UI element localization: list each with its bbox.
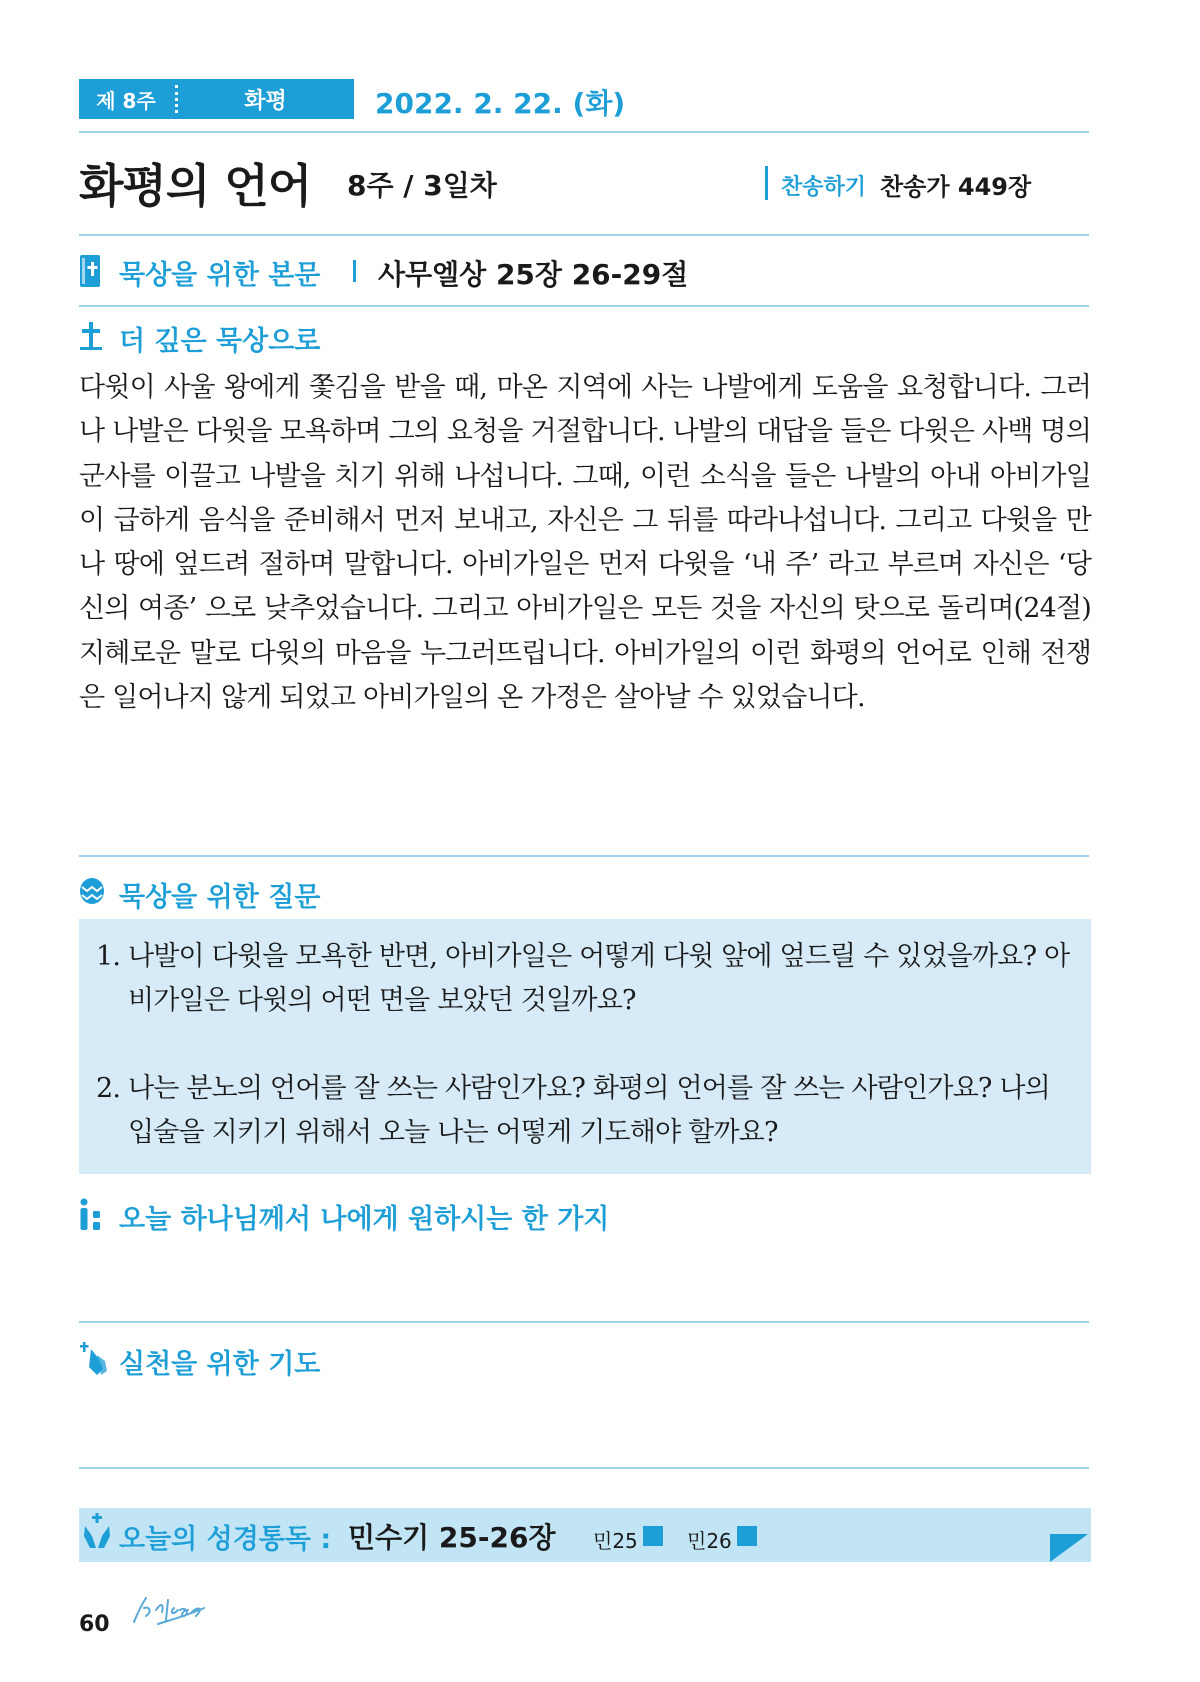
week-badge — [79, 79, 354, 119]
week-label: 제 8주 — [96, 88, 156, 113]
page-number: 60 — [79, 1612, 110, 1637]
praying-hands-icon — [79, 1341, 109, 1377]
reading-value: 민수기 25-26장 — [348, 1521, 556, 1554]
checkbox-label: 민25 — [593, 1529, 638, 1553]
question-item: 1. 나발이 다윗을 모욕한 반면, 아비가일은 어떻게 다윗 앞에 엎드릴 수 있었을까요? 아비가일은 다윗의 어떤 면을 보았던 것일까요? — [96, 941, 1070, 1016]
day-label: 8주 / 3일차 — [347, 169, 497, 202]
meditation-text: 다윗이 사울 왕에게 쫓김을 받을 때, 마온 지역에 사는 나발에게 도움을 요청합니다. 그러나 나발은 다윗을 모욕하며 그의 요청을 거절합니다. 나발의 대답을 들은 다윗은 사백 명의 군사를 이끌고 나발을 치기 위해 나섭니다. 그때, 이런 소식을 들은 나발의 아내 아비가일이 급하게 음식을 준비해서 먼저 보내고, 자신은 그 뒤를 따라나섭니다. 그리고 다윗을 만나 땅에 엎드려 절하며 말합니다. 아비가일은 먼저 다윗을 ‘내 주’ 라고 부르며 자신은 ‘당신의 여종’ 으로 낮추었습니다. 그리고 아비가일은 모든 것을 자신의 탓으로 돌리며(24절) 지혜로운 말로 다윗의 마음을 누그러뜨립니다. 아비가일의 이런 화평의 언어로 인해 전쟁은 일어나지 않게 되었고 아비가일의 온 가정은 살아날 수 있었습니다. — [79, 372, 1091, 714]
checkbox-label: 민26 — [687, 1529, 732, 1553]
date: 2022. 2. 22. (화) — [375, 87, 626, 120]
hymn-divider — [765, 166, 768, 200]
bible-icon — [79, 254, 101, 288]
scripture-label: 묵상을 위한 본문 — [119, 260, 321, 291]
one-thing-label: 오늘 하나님께서 나에게 원하시는 한 가지 — [119, 1204, 610, 1235]
scripture-divider — [353, 260, 356, 282]
deeper-label: 더 깊은 묵상으로 — [119, 326, 321, 357]
prayer-label: 실천을 위한 기도 — [119, 1349, 321, 1380]
divider — [79, 855, 1089, 857]
divider — [79, 305, 1089, 307]
corner-flag — [1050, 1534, 1088, 1562]
reading-checkbox[interactable] — [737, 1526, 757, 1546]
cross-icon — [79, 320, 103, 352]
divider — [79, 131, 1089, 133]
divider — [79, 1321, 1089, 1323]
hymn-value: 찬송가 449장 — [880, 173, 1032, 201]
divider — [79, 234, 1089, 236]
hymn-label: 찬송하기 — [781, 175, 867, 200]
scripture-reference: 사무엘상 25장 26-29절 — [378, 258, 689, 291]
week-theme: 화평 — [244, 88, 287, 114]
egg-icon — [79, 875, 105, 905]
person-icon — [79, 1198, 105, 1232]
question-item: 2. 나는 분노의 언어를 잘 쓰는 사람인가요? 화평의 언어를 잘 쓰는 사람인가요? 나의 입술을 지키기 위해서 오늘 나는 어떻게 기도해야 할까요? — [96, 1073, 1050, 1148]
reading-label: 오늘의 성경통독 : — [119, 1524, 332, 1555]
reading-checkbox[interactable] — [643, 1526, 663, 1546]
praying-hands-cross-icon — [82, 1512, 112, 1550]
divider — [79, 1467, 1089, 1469]
page-title: 화평의 언어 — [79, 159, 312, 213]
signature-logo — [128, 1586, 208, 1630]
badge-divider — [175, 85, 187, 113]
questions-label: 묵상을 위한 질문 — [119, 882, 321, 913]
